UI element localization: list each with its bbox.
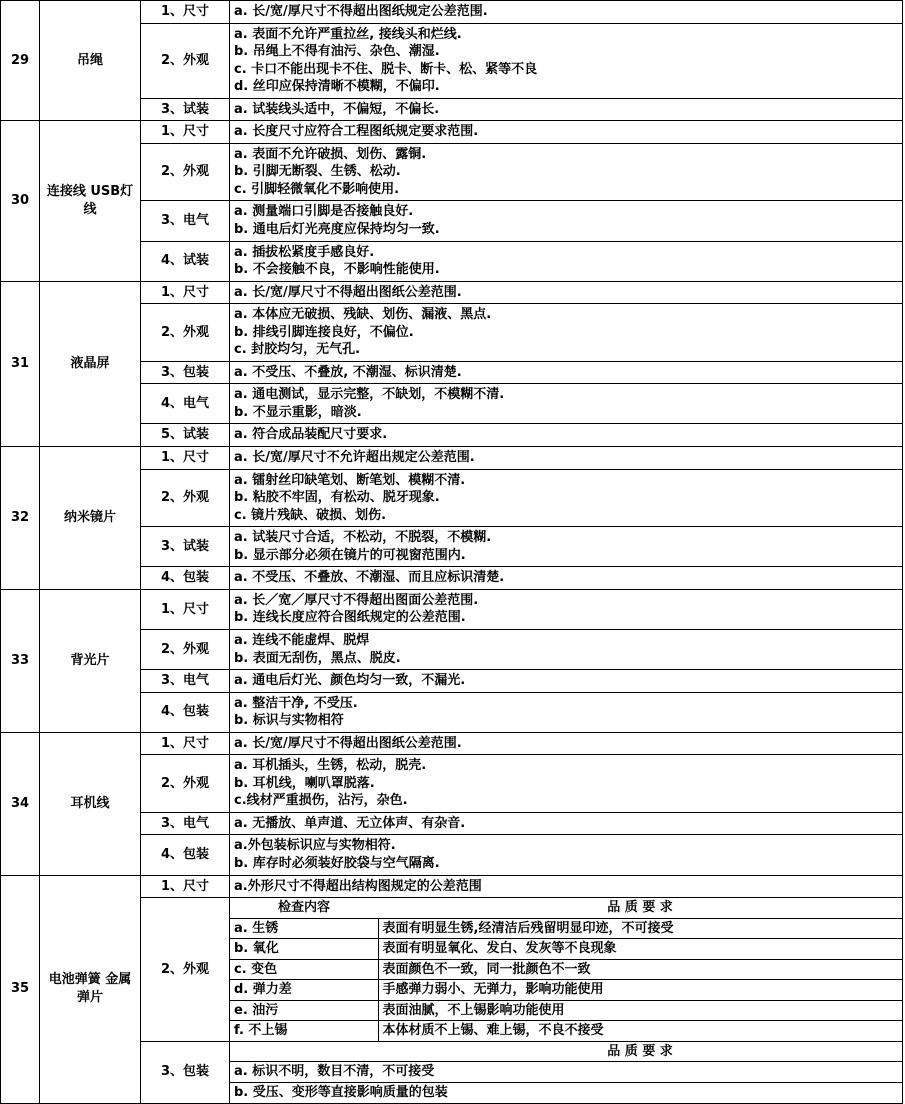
row-index: 35: [1, 875, 40, 1103]
category-label: 4、包装: [141, 835, 230, 875]
criteria-line: a. 长度尺寸应符合工程图纸规定要求范围.: [234, 124, 479, 140]
grid-item: c. 变色: [230, 959, 378, 980]
category-label: 1、尺寸: [141, 281, 230, 304]
criteria-line: a. 长／宽／厚尺寸不得超出图面公差范围.: [234, 592, 479, 608]
category-label: 2、外观: [141, 755, 230, 813]
criteria-cell: [230, 98, 903, 121]
table-row: [1, 1, 903, 24]
table-row: [1, 875, 903, 898]
grid-requirement: 表面油腻，不上锡影响功能使用: [378, 1000, 902, 1021]
criteria-line: c. 卡口不能出现卡不住、脱卡、断卡、松、紧等不良: [234, 61, 538, 77]
criteria-line: b. 粘胶不牢固，有松动、脱牙现象.: [234, 490, 440, 506]
criteria-line: a. 长/宽/厚尺寸不得超出图纸公差范围.: [234, 284, 462, 300]
grid-item: d. 弹力差: [230, 980, 378, 1001]
criteria-cell: [230, 361, 903, 384]
grid-item: b. 氧化: [230, 939, 378, 960]
criteria-line: c. 镜片残缺、破损、划伤.: [234, 507, 387, 523]
part-name: [40, 121, 141, 281]
category-label: 2、外观: [141, 469, 230, 527]
category-label: 2、外观: [141, 23, 230, 98]
category-label: 3、包装: [141, 1041, 230, 1103]
criteria-line: a. 表面不允许破损、划伤、露铜.: [234, 146, 427, 162]
table-row: [1, 447, 903, 470]
criteria-cell: [230, 201, 903, 241]
criteria-line: b. 耳机线，喇叭罩脱落.: [234, 775, 375, 791]
grid-requirement: 表面有明显生锈,经清洁后残留明显印迹，不可接受: [378, 918, 902, 939]
part-name-line: 电池弹簧: [48, 972, 101, 988]
category-label: 5、试装: [141, 424, 230, 447]
part-name-line: 连接线: [46, 184, 86, 200]
criteria-line: a. 无播放、单声道、无立体声、有杂音.: [234, 815, 466, 831]
row-index: 31: [1, 281, 40, 446]
criteria-line: a.外包装标识应与实物相符.: [234, 838, 396, 854]
criteria-grid-cell: [230, 898, 903, 1042]
grid-row: [230, 959, 902, 980]
grid-header-quality-requirement: 品 质 要 求: [378, 1042, 902, 1062]
criteria-line: c.线材严重损伤，沾污，杂色.: [234, 793, 408, 809]
criteria-line: a. 符合成品装配尺寸要求.: [234, 427, 388, 443]
part-name: 纳米镜片: [40, 447, 141, 590]
criteria-cell: [230, 755, 903, 813]
criteria-line: a.外形尺寸不得超出结构图规定的公差范围: [234, 878, 482, 894]
criteria-line: a. 长/宽/厚尺寸不得超出图纸规定公差范围.: [234, 4, 488, 19]
category-label: 1、尺寸: [141, 732, 230, 755]
criteria-line: b. 显示部分必须在镜片的可视窗范围内.: [234, 547, 466, 563]
category-label: 4、包装: [141, 692, 230, 732]
grid-requirement: 表面颜色不一致，同一批颜色不一致: [378, 959, 902, 980]
criteria-cell: [230, 875, 903, 898]
grid-requirement: 手感弹力弱小、无弹力，影响功能使用: [378, 980, 902, 1001]
part-name: 吊绳: [40, 1, 141, 121]
part-name: 耳机线: [40, 732, 141, 875]
criteria-cell: [230, 384, 903, 424]
category-label: 1、尺寸: [141, 447, 230, 470]
category-label: 1、尺寸: [141, 1, 230, 24]
category-label: 2、外观: [141, 629, 230, 669]
criteria-line: b. 不会接触不良，不影响性能使用.: [234, 262, 440, 278]
criteria-cell: [230, 281, 903, 304]
criteria-cell: [230, 527, 903, 567]
grid-requirement: 本体材质不上锡、难上锡，不良不接受: [378, 1021, 902, 1041]
criteria-line: b. 引脚无断裂、生锈、松动.: [234, 164, 401, 180]
grid-item: e. 油污: [230, 1000, 378, 1021]
criteria-cell: [230, 732, 903, 755]
criteria-line: a. 耳机插头，生锈，松动，脱壳.: [234, 758, 427, 774]
criteria-line: b. 表面无刮伤，黑点、脱皮.: [234, 650, 401, 666]
criteria-cell: [230, 447, 903, 470]
criteria-cell: [230, 589, 903, 629]
part-name: 背光片: [40, 589, 141, 732]
criteria-line: a. 长/宽/厚尺寸不允许超出规定公差范围.: [234, 450, 475, 466]
part-name: [40, 875, 141, 1103]
grid-item: f. 不上锡: [230, 1021, 378, 1041]
criteria-line: b. 吊绳上不得有油污、杂色、潮湿.: [234, 44, 440, 60]
criteria-line: b. 库存时必须装好胶袋与空气隔离.: [234, 855, 440, 871]
criteria-cell: [230, 304, 903, 362]
criteria-line: a. 通电后灯光、颜色均匀一致，不漏光.: [234, 673, 466, 689]
category-label: 3、电气: [141, 812, 230, 835]
criteria-line: a. 长/宽/厚尺寸不得超出图纸公差范围.: [234, 735, 462, 751]
grid-row: [230, 1082, 902, 1102]
criteria-cell: [230, 121, 903, 144]
criteria-line: a. 整洁干净, 不受压.: [234, 695, 358, 711]
criteria-line: b. 排线引脚连接良好，不偏位.: [234, 324, 414, 340]
criteria-line: a. 试装线头适中，不偏短，不偏长.: [234, 101, 440, 117]
criteria-line: c. 引脚轻微氧化不影响使用.: [234, 181, 400, 197]
grid-requirement: 表面有明显氧化、发白、发灰等不良现象: [378, 939, 902, 960]
table-row: [1, 281, 903, 304]
category-label: 3、试装: [141, 98, 230, 121]
category-label: 1、尺寸: [141, 589, 230, 629]
table-row: [1, 732, 903, 755]
criteria-cell: [230, 143, 903, 201]
criteria-line: a. 连线不能虚焊、脱焊: [234, 632, 370, 648]
category-label: 4、电气: [141, 384, 230, 424]
category-label: 4、包装: [141, 567, 230, 590]
grid-header-row: [230, 1042, 902, 1062]
table-row: [1, 121, 903, 144]
row-index: 33: [1, 589, 40, 732]
category-label: 3、电气: [141, 201, 230, 241]
criteria-line: d. 丝印应保持清晰不模糊，不偏印.: [234, 79, 440, 95]
grid-row: [230, 1062, 902, 1083]
criteria-cell: [230, 629, 903, 669]
category-label: 1、尺寸: [141, 875, 230, 898]
criteria-line: a. 不受压、不叠放、不潮湿、而且应标识清楚.: [234, 570, 505, 586]
criteria-line: b. 连线长度应符合图纸规定的公差范围.: [234, 610, 466, 626]
criteria-line: b. 不显示重影，暗淡.: [234, 404, 362, 420]
criteria-grid-cell: [230, 1041, 903, 1103]
criteria-line: a. 插拔松紧度手感良好.: [234, 244, 375, 260]
criteria-cell: [230, 692, 903, 732]
grid-row: [230, 980, 902, 1001]
part-name-line: 金属弹片: [76, 972, 132, 1006]
criteria-line: a. 表面不允许严重拉丝, 接线头和烂线.: [234, 26, 462, 42]
criteria-line: a. 不受压、不叠放, 不潮湿、标识清楚.: [234, 364, 462, 380]
criteria-line: a. 试装尺寸合适，不松动，不脱裂，不模糊.: [234, 530, 492, 546]
grid-item: a. 生锈: [230, 918, 378, 939]
grid-requirement: b. 受压、变形等直接影响质量的包装: [230, 1082, 902, 1102]
criteria-line: a. 本体应无破损、残缺、划伤、漏液、黑点.: [234, 307, 492, 323]
criteria-cell: [230, 241, 903, 281]
grid-header-spacer: [230, 1042, 378, 1062]
packaging-requirement-grid: [230, 1042, 902, 1103]
category-label: 2、外观: [141, 898, 230, 1042]
row-index: 30: [1, 121, 40, 281]
grid-row: [230, 1021, 902, 1041]
category-label: 3、电气: [141, 670, 230, 693]
grid-requirement: a. 标识不明，数目不清，不可接受: [230, 1062, 902, 1083]
criteria-cell: [230, 835, 903, 875]
part-name: 液晶屏: [40, 281, 141, 446]
criteria-cell: [230, 23, 903, 98]
category-label: 4、试装: [141, 241, 230, 281]
row-index: 32: [1, 447, 40, 590]
grid-row: [230, 918, 902, 939]
grid-header-quality-requirement: 品 质 要 求: [378, 898, 902, 918]
category-label: 2、外观: [141, 304, 230, 362]
criteria-line: b. 通电后灯光亮度应保持均匀一致.: [234, 222, 440, 238]
row-index: 29: [1, 1, 40, 121]
category-label: 3、试装: [141, 527, 230, 567]
criteria-line: a. 通电测试，显示完整，不缺划，不模糊不清.: [234, 387, 505, 403]
criteria-line: c. 封胶均匀，无气孔.: [234, 342, 361, 358]
quality-requirement-grid: [230, 898, 902, 1041]
criteria-line: a. 镭射丝印缺笔划、断笔划、模糊不清.: [234, 472, 466, 488]
grid-row: [230, 939, 902, 960]
criteria-cell: [230, 469, 903, 527]
criteria-line: b. 标识与实物相符: [234, 713, 344, 729]
table-row: [1, 589, 903, 629]
criteria-cell: [230, 567, 903, 590]
grid-row: [230, 1000, 902, 1021]
grid-header-row: [230, 898, 902, 918]
category-label: 2、外观: [141, 143, 230, 201]
row-index: 34: [1, 732, 40, 875]
part-name-line: USB灯线: [83, 184, 134, 217]
criteria-cell: [230, 1, 903, 24]
grid-header-inspection-content: 检查内容: [277, 900, 330, 916]
criteria-cell: [230, 670, 903, 693]
category-label: 3、包装: [141, 361, 230, 384]
category-label: 1、尺寸: [141, 121, 230, 144]
criteria-line: a. 测量端口引脚是否接触良好.: [234, 204, 414, 220]
criteria-cell: [230, 812, 903, 835]
criteria-cell: [230, 424, 903, 447]
